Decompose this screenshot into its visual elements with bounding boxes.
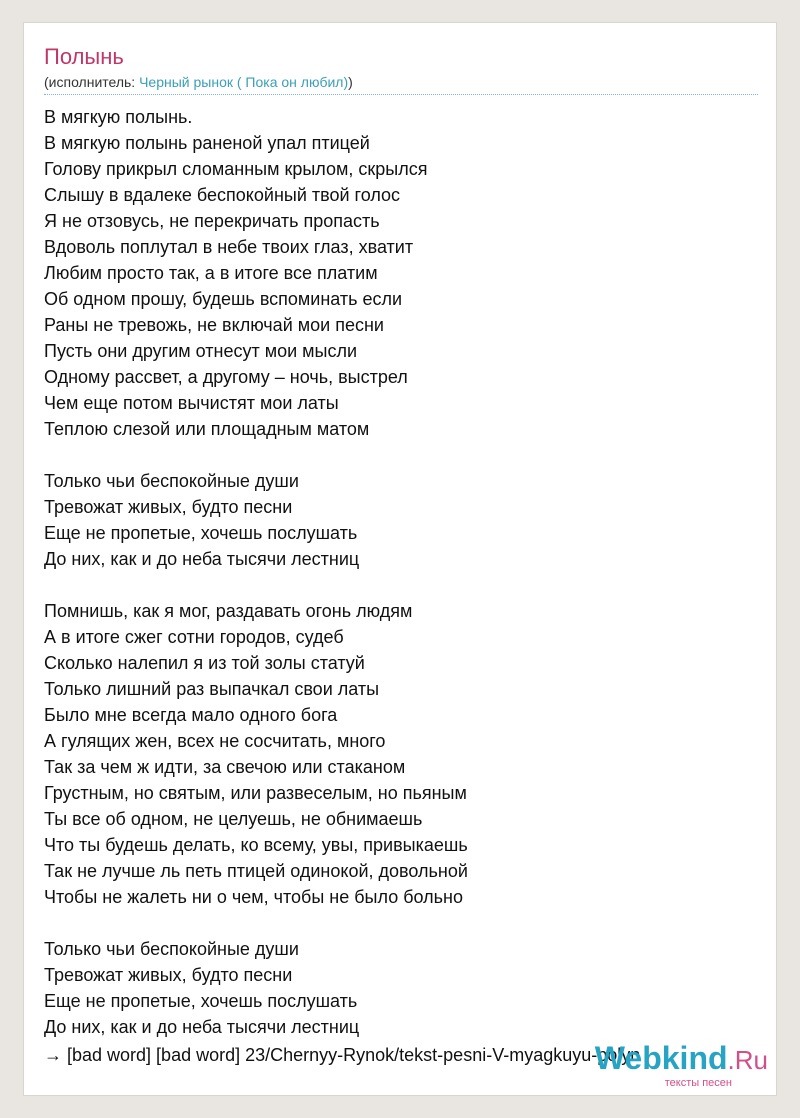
song-title: Полынь <box>44 44 124 69</box>
divider <box>44 94 758 95</box>
logo-tagline: тексты песен <box>664 1077 732 1089</box>
lyrics-line: В мягкую полынь раненой упал птицей <box>44 133 370 153</box>
lyrics-line: А в итоге сжег сотни городов, судеб <box>44 627 344 647</box>
lyrics-line: Одному рассвет, а другому – ночь, выстрел <box>44 367 408 387</box>
lyrics-line: До них, как и до неба тысячи лестниц <box>44 1017 360 1037</box>
lyrics-line: Только лишний раз выпачкал свои латы <box>44 679 380 699</box>
lyrics-line: Сколько налепил я из той золы статуй <box>44 653 365 673</box>
logo-tld: .Ru <box>727 1045 768 1075</box>
lyrics-line: Тревожат живых, будто песни <box>44 965 293 985</box>
lyrics-stanza <box>44 598 759 910</box>
logo-wordmark <box>595 1041 768 1077</box>
lyrics-line: Вдоволь поплутал в небе твоих глаз, хватит <box>44 237 414 257</box>
lyrics-line: Было мне всегда мало одного бога <box>44 705 338 725</box>
lyrics-line: Грустным, но святым, или развеселым, но пьяным <box>44 783 467 803</box>
artist-line <box>44 73 353 91</box>
logo-main: Webkind <box>594 1040 728 1076</box>
lyrics-line: Тревожат живых, будто песни <box>44 497 293 517</box>
lyrics-stanza <box>44 104 759 442</box>
lyrics-line: Только чьи беспокойные души <box>44 471 299 491</box>
lyrics-line: Любим просто так, а в итоге все платим <box>44 263 378 283</box>
lyrics-line: Так за чем ж идти, за свечою или стаканом <box>44 757 406 777</box>
lyrics-line: Голову прикрыл сломанным крылом, скрылся <box>44 159 428 179</box>
lyrics-body <box>44 104 759 1066</box>
site-logo[interactable] <box>595 1041 768 1089</box>
lyrics-line: А гулящих жен, всех не сосчитать, много <box>44 731 386 751</box>
lyrics-line: Раны не тревожь, не включай мои песни <box>44 315 384 335</box>
artist-suffix: ) <box>348 74 353 90</box>
lyrics-stanza <box>44 936 759 1040</box>
lyrics-line: Что ты будешь делать, ко всему, увы, привыкаешь <box>44 835 468 855</box>
lyrics-line: Только чьи беспокойные души <box>44 939 299 959</box>
lyrics-line: Чтобы не жалеть ни о чем, чтобы не было больно <box>44 887 463 907</box>
artist-prefix: (исполнитель: <box>44 74 140 90</box>
lyrics-line: Еще не пропетые, хочешь послушать <box>44 991 358 1011</box>
artist-link[interactable]: Черный рынок ( Пока он любил) <box>139 74 349 90</box>
lyrics-line: Теплою слезой или площадным матом <box>44 419 370 439</box>
lyrics-line: До них, как и до неба тысячи лестниц <box>44 549 360 569</box>
lyrics-line: Ты все об одном, не целуешь, не обнимаешь <box>44 809 423 829</box>
source-line: → [bad word] [bad word] 23/Chernyy-Rynok/tekst-pesni-V-myagkuyu-polyn <box>44 1045 641 1065</box>
lyrics-line: В мягкую полынь. <box>44 107 193 127</box>
lyrics-page <box>23 22 777 1096</box>
lyrics-stanza <box>44 468 759 572</box>
lyrics-line: Об одном прошу, будешь вспоминать если <box>44 289 403 309</box>
lyrics-line: Так не лучше ль петь птицей одинокой, довольной <box>44 861 468 881</box>
lyrics-line: Пусть они другим отнесут мои мысли <box>44 341 358 361</box>
lyrics-line: Помнишь, как я мог, раздавать огонь людям <box>44 601 413 621</box>
lyrics-line: Чем еще потом вычистят мои латы <box>44 393 339 413</box>
lyrics-line: Я не отзовусь, не перекричать пропасть <box>44 211 380 231</box>
lyrics-line: Слышу в вдалеке беспокойный твой голос <box>44 185 401 205</box>
lyrics-line: Еще не пропетые, хочешь послушать <box>44 523 358 543</box>
